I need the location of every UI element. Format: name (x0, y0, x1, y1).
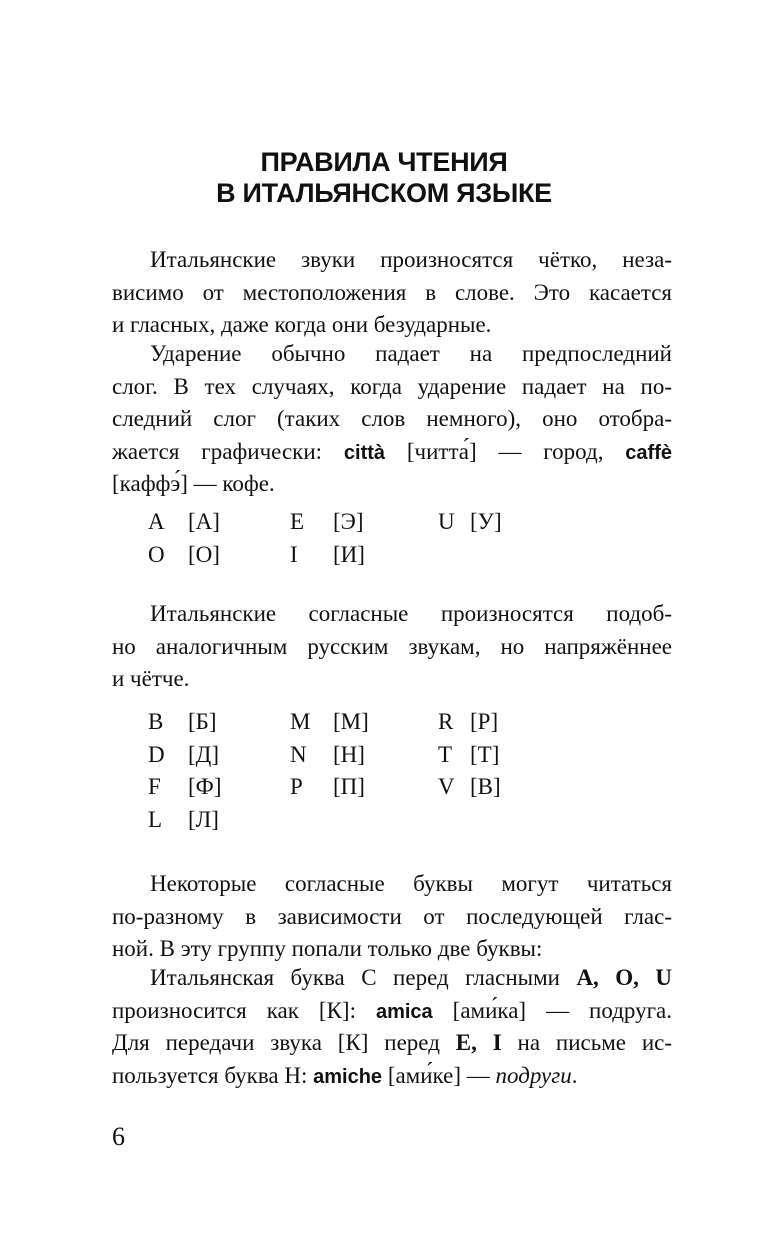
russian-sound: [Б] (188, 709, 217, 734)
italian-letter: T (438, 741, 453, 767)
russian-sound: [О] (188, 541, 220, 567)
italian-letter: D (148, 741, 165, 767)
italian-letter: F (148, 774, 161, 799)
russian-sound: [Д] (188, 741, 220, 767)
paragraph-1-line (112, 309, 672, 341)
text-segment: висимо от местоположения в слове. Это касается (112, 279, 672, 305)
paragraph-5-line (112, 1060, 672, 1092)
text-segment: Итальянские согласные произносятся подоб- (150, 601, 672, 626)
paragraph-1-line (112, 277, 672, 309)
text-segment: и гласных, даже когда они безударные. (112, 312, 492, 337)
italian-letter: E (290, 509, 305, 534)
italian-word: amica (375, 1000, 433, 1023)
italian-word: caffè (625, 441, 672, 464)
text-segment: . (571, 1062, 578, 1088)
text-segment: [читта́] — город, (385, 438, 626, 464)
text-segment: ной. В эту группу попали только две буквы: (112, 936, 543, 961)
paragraph-3-line (112, 663, 672, 695)
italian-letter: V (438, 774, 455, 799)
russian-sound: [Ф] (188, 774, 222, 799)
text-segment: A, O, U (576, 965, 672, 990)
italian-letter: U (438, 509, 455, 534)
italic-text: подруги (495, 1062, 572, 1088)
russian-sound: [И] (333, 541, 365, 567)
text-segment: Для передачи звука [К] перед (112, 1030, 456, 1055)
paragraph-2-line (112, 468, 672, 500)
text-segment: следний слог (таких слов немного), оно отобра- (112, 406, 672, 431)
paragraph-5-line (150, 962, 672, 994)
paragraph-3-line (112, 631, 672, 663)
paragraph-5-line (112, 1027, 672, 1059)
text-segment: Итальянская буква С перед гласными (150, 965, 577, 990)
paragraph-2-line (112, 436, 672, 468)
italian-letter: B (148, 709, 164, 734)
russian-sound: [Н] (333, 741, 365, 767)
russian-sound: [В] (470, 774, 501, 799)
russian-sound: [Л] (188, 806, 219, 832)
paragraph-2-line (112, 371, 672, 403)
text-segment: произносится как [К]: (112, 997, 376, 1023)
paragraph-4-line (150, 868, 672, 900)
text-segment: по-разному в зависимости от последующей глас- (112, 903, 672, 929)
russian-sound: [А] (188, 509, 220, 534)
paragraph-4-line (112, 901, 672, 933)
italian-letter: P (290, 774, 303, 799)
page-number: 6 (112, 1122, 125, 1151)
paragraph-3-line (150, 598, 672, 630)
text-segment: [ами́ка] — подруга. (432, 997, 672, 1023)
text-segment: E, I (455, 1030, 502, 1055)
page-title-line-2: В ИТАЛЬЯНСКОМ ЯЗЫКЕ (216, 178, 552, 208)
italian-letter: R (438, 709, 454, 734)
italian-letter: I (290, 541, 298, 567)
russian-sound: [Э] (333, 509, 364, 534)
text-segment: на письме ис- (501, 1030, 672, 1055)
paragraph-2-line (150, 338, 672, 370)
text-segment: слог. В тех случаях, когда ударение падает на по- (112, 373, 672, 399)
russian-sound: [М] (333, 709, 369, 734)
paragraph-5-line (112, 995, 672, 1027)
page-title-line-1: ПРАВИЛА ЧТЕНИЯ (260, 147, 508, 177)
italian-letter: N (290, 741, 307, 767)
text-segment: но аналогичным русским звукам, но напряжённее (112, 633, 672, 659)
paragraph-2-line (112, 403, 672, 435)
paragraph-4-line (112, 933, 672, 965)
text-segment: [ами́ке] — (382, 1062, 496, 1088)
italian-letter: M (290, 709, 311, 734)
italian-word: amiche (313, 1065, 383, 1088)
italian-word: città (343, 441, 386, 464)
russian-sound: [П] (333, 774, 365, 799)
text-segment: пользуется буква Н: (112, 1062, 314, 1088)
text-segment: Некоторые согласные буквы могут читаться (150, 871, 672, 896)
text-segment: [каффэ́] — кофе. (112, 471, 275, 496)
russian-sound: [Р] (470, 709, 499, 734)
russian-sound: [Т] (470, 741, 500, 767)
italian-letter: L (148, 806, 163, 832)
italian-letter: A (148, 509, 165, 534)
text-segment: и чётче. (112, 666, 190, 691)
paragraph-1-line (150, 244, 672, 276)
russian-sound: [У] (470, 509, 502, 534)
text-segment: жается графически: (112, 438, 344, 464)
italian-letter: O (148, 541, 165, 567)
text-segment: Ударение обычно падает на предпоследний (150, 341, 672, 366)
text-segment: Итальянские звуки произносятся чётко, неза- (150, 247, 672, 272)
